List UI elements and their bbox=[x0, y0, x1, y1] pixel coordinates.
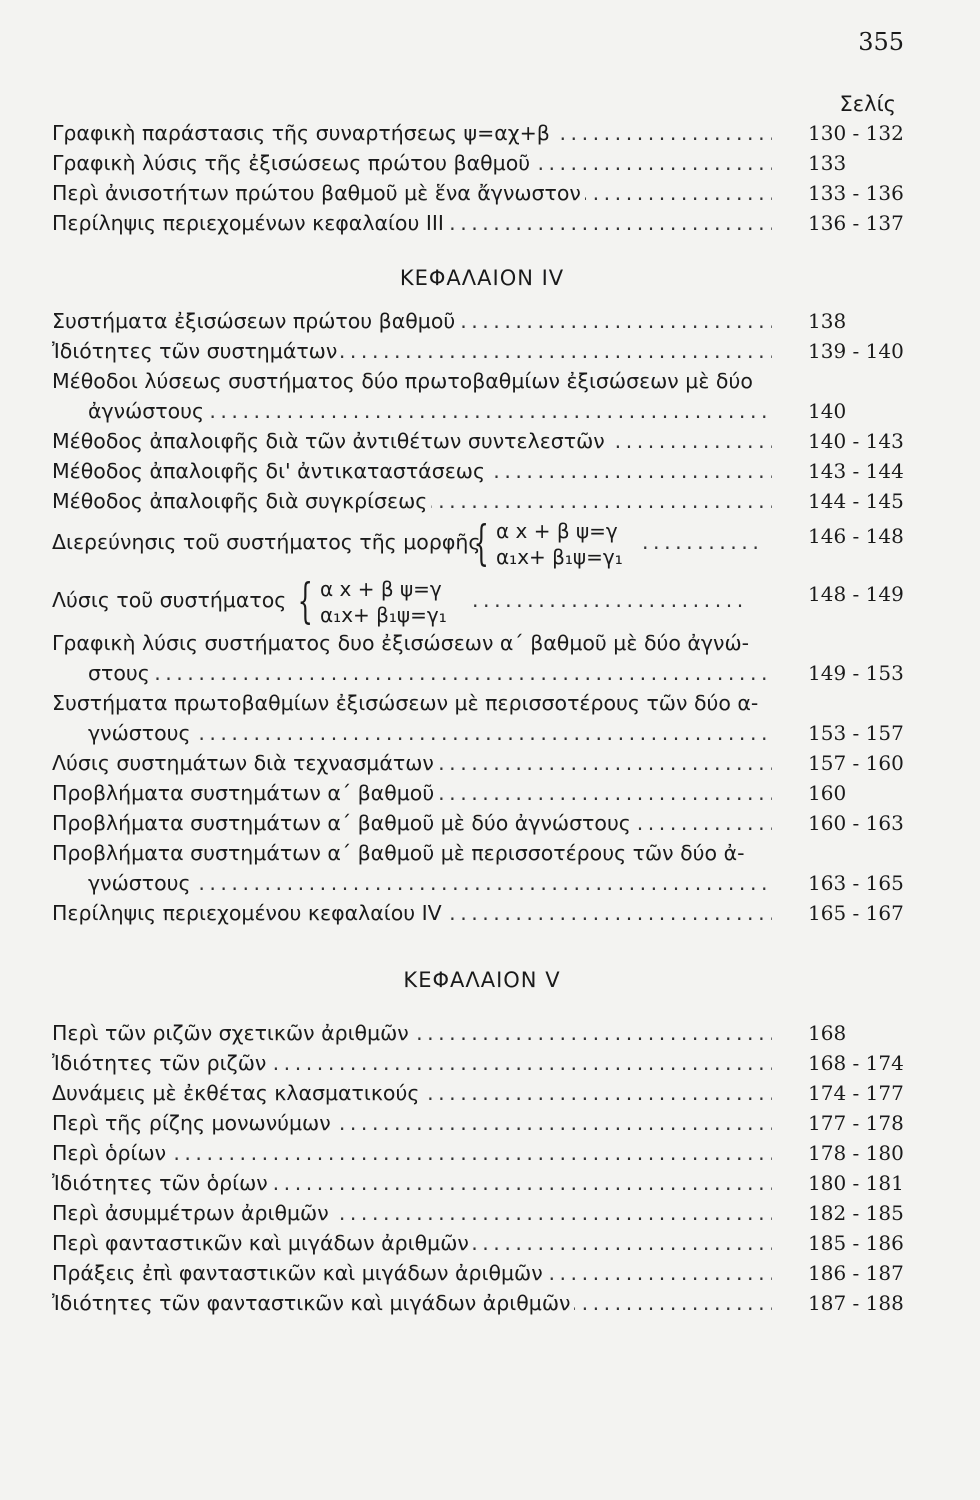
toc-entry bbox=[52, 658, 912, 688]
toc-entry bbox=[52, 868, 912, 898]
toc-entry-title: Προβλήματα συστημάτων α΄ βαθμοῦ μὲ περισσοτέρους τῶν δύο ἀ- bbox=[52, 841, 748, 865]
chapter-iv-heading: ΚΕΦΑΛΑΙΟΝ IV bbox=[399, 266, 565, 290]
toc-entry-title-wrap bbox=[88, 396, 772, 426]
toc-entry-title: Μέθοδος ἀπαλοιφῆς διὰ τῶν ἀντιθέτων συντελεστῶν bbox=[52, 429, 609, 453]
toc-entry-title: Γραφικὴ λύσις τῆς ἐξισώσεως πρώτου βαθμοῦ bbox=[52, 151, 534, 175]
toc-entry-title-wrap bbox=[52, 1108, 772, 1138]
equation-line-1: α x + β ψ=γ bbox=[496, 519, 618, 543]
toc-entry-title: Γραφικὴ λύσις συστήματος δυο ἐξισώσεων α΄ βαθμοῦ μὲ δύο ἀγνώ- bbox=[52, 631, 753, 655]
toc-entry-title: Περὶ φανταστικῶν καὶ μιγάδων ἀριθμῶν bbox=[52, 1231, 473, 1255]
page-range: 149 - 153 bbox=[808, 661, 904, 685]
toc-entry bbox=[52, 838, 912, 868]
chapter-v-heading: ΚΕΦΑΛΑΙΟΝ V bbox=[403, 968, 561, 992]
toc-entry bbox=[52, 336, 912, 366]
toc-section-iv-b bbox=[52, 628, 912, 928]
page-range: 153 - 157 bbox=[808, 721, 904, 745]
page-range: 186 - 187 bbox=[808, 1261, 904, 1285]
toc-entry-title-wrap bbox=[52, 306, 772, 336]
leader-dots: . . . . . . . . . . . . . . . . . . . . . . . . . bbox=[472, 588, 743, 612]
toc-entry bbox=[52, 178, 912, 208]
toc-entry-title-wrap bbox=[52, 1288, 772, 1318]
toc-entry-title: Μέθοδοι λύσεως συστήματος δύο πρωτοβαθμίων ἐξισώσεων μὲ δύο bbox=[52, 369, 757, 393]
toc-entry-title: Περὶ ἀσυμμέτρων ἀριθμῶν bbox=[52, 1201, 333, 1225]
toc-entry-title: Δυνάμεις μὲ ἐκθέτας κλασματικούς bbox=[52, 1081, 423, 1105]
page-range: 157 - 160 bbox=[808, 751, 904, 775]
toc-entry bbox=[52, 366, 912, 396]
toc-entry bbox=[52, 628, 912, 658]
page-range: 130 - 132 bbox=[808, 121, 904, 145]
toc-entry-title: γνώστους bbox=[88, 871, 195, 895]
toc-entry bbox=[52, 718, 912, 748]
page-number: 355 bbox=[858, 28, 904, 56]
toc-entry-title-wrap bbox=[52, 1018, 772, 1048]
toc-entry-title-wrap bbox=[52, 336, 772, 366]
toc-entry bbox=[52, 1258, 912, 1288]
toc-entry-title-wrap bbox=[52, 838, 772, 868]
toc-entry-title: Περὶ τῆς ρίζης μονωνύμων bbox=[52, 1111, 335, 1135]
page-range: 187 - 188 bbox=[808, 1291, 904, 1315]
page-range: 178 - 180 bbox=[808, 1141, 904, 1165]
equation-line-2: α₁x+ β₁ψ=γ₁ bbox=[320, 603, 447, 627]
toc-entry-title: ἀγνώστους bbox=[88, 399, 208, 423]
toc-entry bbox=[52, 426, 912, 456]
toc-entry-title-wrap bbox=[52, 1228, 772, 1258]
toc-entry-title-wrap bbox=[52, 808, 772, 838]
toc-section-v bbox=[52, 1018, 912, 1318]
toc-entry bbox=[52, 306, 912, 336]
page-range: 185 - 186 bbox=[808, 1231, 904, 1255]
toc-entry-title-wrap bbox=[52, 456, 772, 486]
toc-entry bbox=[52, 898, 912, 928]
toc-entry-title: Λύσις συστημάτων διὰ τεχνασμάτων bbox=[52, 751, 438, 775]
toc-entry-title-wrap bbox=[52, 778, 772, 808]
table-of-contents bbox=[52, 118, 912, 1318]
toc-entry bbox=[52, 688, 912, 718]
toc-entry-title-wrap bbox=[52, 1168, 772, 1198]
page-range: 148 - 149 bbox=[808, 582, 904, 606]
equation-line-2: α₁x+ β₁ψ=γ₁ bbox=[496, 545, 623, 569]
toc-entry-title: Μέθοδος ἀπαλοιφῆς δι' ἀντικαταστάσεως bbox=[52, 459, 489, 483]
toc-entry bbox=[52, 748, 912, 778]
toc-entry-title: Περίληψις περιεχομένων κεφαλαίου ΙΙΙ bbox=[52, 211, 448, 235]
toc-entry-title-wrap bbox=[88, 868, 772, 898]
toc-entry bbox=[52, 396, 912, 426]
toc-entry bbox=[52, 486, 912, 516]
toc-entry-title: Περίληψις περιεχομένου κεφαλαίου IV bbox=[52, 901, 446, 925]
page-range: 133 - 136 bbox=[808, 181, 904, 205]
page-range: 140 bbox=[808, 399, 847, 423]
toc-entry-title-wrap bbox=[52, 486, 772, 516]
toc-entry-title: γνώστους bbox=[88, 721, 195, 745]
toc-entry-title-wrap bbox=[52, 748, 772, 778]
page-column-header: Σελίς bbox=[839, 92, 896, 116]
toc-entry-title: Ἰδιότητες τῶν ὁρίων bbox=[52, 1171, 272, 1195]
toc-entry-title-wrap bbox=[52, 1078, 772, 1108]
page-range: 139 - 140 bbox=[808, 339, 904, 363]
page-range: 138 bbox=[808, 309, 847, 333]
system-entry-1 bbox=[52, 516, 912, 570]
toc-entry-title: Μέθοδος ἀπαλοιφῆς διὰ συγκρίσεως bbox=[52, 489, 431, 513]
toc-entry-title-wrap bbox=[52, 426, 772, 456]
toc-section-iv-a bbox=[52, 306, 912, 516]
page-range: 140 - 143 bbox=[808, 429, 904, 453]
system-label: Διερεύνησις τοῦ συστήματος τῆς μορφῆς bbox=[52, 530, 481, 554]
page-range: 133 bbox=[808, 151, 847, 175]
toc-entry bbox=[52, 1288, 912, 1318]
toc-entry bbox=[52, 118, 912, 148]
page-range: 180 - 181 bbox=[808, 1171, 904, 1195]
toc-entry bbox=[52, 1228, 912, 1258]
equation-line-1: α x + β ψ=γ bbox=[320, 577, 442, 601]
toc-entry-title-wrap bbox=[52, 178, 772, 208]
page-range: 136 - 137 bbox=[808, 211, 904, 235]
toc-entry-title: Προβλήματα συστημάτων α΄ βαθμοῦ μὲ δύο ἀγνώστους bbox=[52, 811, 635, 835]
toc-entry bbox=[52, 778, 912, 808]
toc-entry-title-wrap bbox=[88, 658, 772, 688]
toc-entry-title-wrap bbox=[52, 1138, 772, 1168]
toc-entry bbox=[52, 1048, 912, 1078]
toc-entry bbox=[52, 1108, 912, 1138]
toc-entry bbox=[52, 208, 912, 238]
toc-entry-title-wrap bbox=[52, 1048, 772, 1078]
page-range: 177 - 178 bbox=[808, 1111, 904, 1135]
toc-entry bbox=[52, 1168, 912, 1198]
toc-entry bbox=[52, 456, 912, 486]
page-range: 168 bbox=[808, 1021, 847, 1045]
toc-entry-title: Συστήματα πρωτοβαθμίων ἐξισώσεων μὲ περισσοτέρους τῶν δύο α- bbox=[52, 691, 762, 715]
page-range: 174 - 177 bbox=[808, 1081, 904, 1105]
system-entry-2 bbox=[52, 574, 912, 628]
toc-entry-title-wrap bbox=[52, 208, 772, 238]
page-range: 168 - 174 bbox=[808, 1051, 904, 1075]
toc-entry-title: Ἰδιότητες τῶν ριζῶν bbox=[52, 1051, 270, 1075]
toc-entry bbox=[52, 1198, 912, 1228]
toc-entry-title-wrap bbox=[52, 1198, 772, 1228]
toc-entry-title: Περὶ ἀνισοτήτων πρώτου βαθμοῦ μὲ ἕνα ἄγνωστον bbox=[52, 181, 585, 205]
brace-icon: { bbox=[473, 515, 489, 571]
toc-entry bbox=[52, 1018, 912, 1048]
page-range: 160 bbox=[808, 781, 847, 805]
toc-entry-title: Περὶ τῶν ριζῶν σχετικῶν ἀριθμῶν bbox=[52, 1021, 413, 1045]
toc-entry-title-wrap bbox=[52, 148, 772, 178]
toc-entry-title-wrap bbox=[52, 366, 772, 396]
toc-entry-title: Περὶ ὁρίων bbox=[52, 1141, 170, 1165]
toc-section-top bbox=[52, 118, 912, 238]
leader-dots: . . . . . . . . . . . bbox=[642, 530, 758, 554]
toc-entry bbox=[52, 808, 912, 838]
toc-entry bbox=[52, 1138, 912, 1168]
brace-icon: { bbox=[297, 573, 313, 629]
toc-entry-title-wrap bbox=[52, 628, 772, 658]
page-range: 160 - 163 bbox=[808, 811, 904, 835]
page-range: 163 - 165 bbox=[808, 871, 904, 895]
page-range: 182 - 185 bbox=[808, 1201, 904, 1225]
toc-entry-title-wrap bbox=[88, 718, 772, 748]
toc-entry-title: Συστήματα ἐξισώσεων πρώτου βαθμοῦ bbox=[52, 309, 459, 333]
page-range: 165 - 167 bbox=[808, 901, 904, 925]
toc-entry-title: Προβλήματα συστημάτων α΄ βαθμοῦ bbox=[52, 781, 438, 805]
page-range: 144 - 145 bbox=[808, 489, 904, 513]
toc-entry-title: Πράξεις ἐπὶ φανταστικῶν καὶ μιγάδων ἀριθμῶν bbox=[52, 1261, 547, 1285]
toc-entry bbox=[52, 148, 912, 178]
toc-entry-title-wrap bbox=[52, 898, 772, 928]
toc-entry-title: Ἰδιότητες τῶν συστημάτων bbox=[52, 339, 341, 363]
toc-entry-title-wrap bbox=[52, 1258, 772, 1288]
toc-entry-title: Γραφικὴ παράστασις τῆς συναρτήσεως ψ=αχ+β bbox=[52, 121, 554, 145]
system-label: Λύσις τοῦ συστήματος bbox=[52, 588, 287, 612]
toc-entry-title: στους bbox=[88, 661, 154, 685]
toc-entry-title-wrap bbox=[52, 688, 772, 718]
page-range: 146 - 148 bbox=[808, 524, 904, 548]
toc-entry-title: Ἰδιότητες τῶν φανταστικῶν καὶ μιγάδων ἀριθμῶν bbox=[52, 1291, 574, 1315]
page-range: 143 - 144 bbox=[808, 459, 904, 483]
toc-entry-title-wrap bbox=[52, 118, 772, 148]
toc-entry bbox=[52, 1078, 912, 1108]
